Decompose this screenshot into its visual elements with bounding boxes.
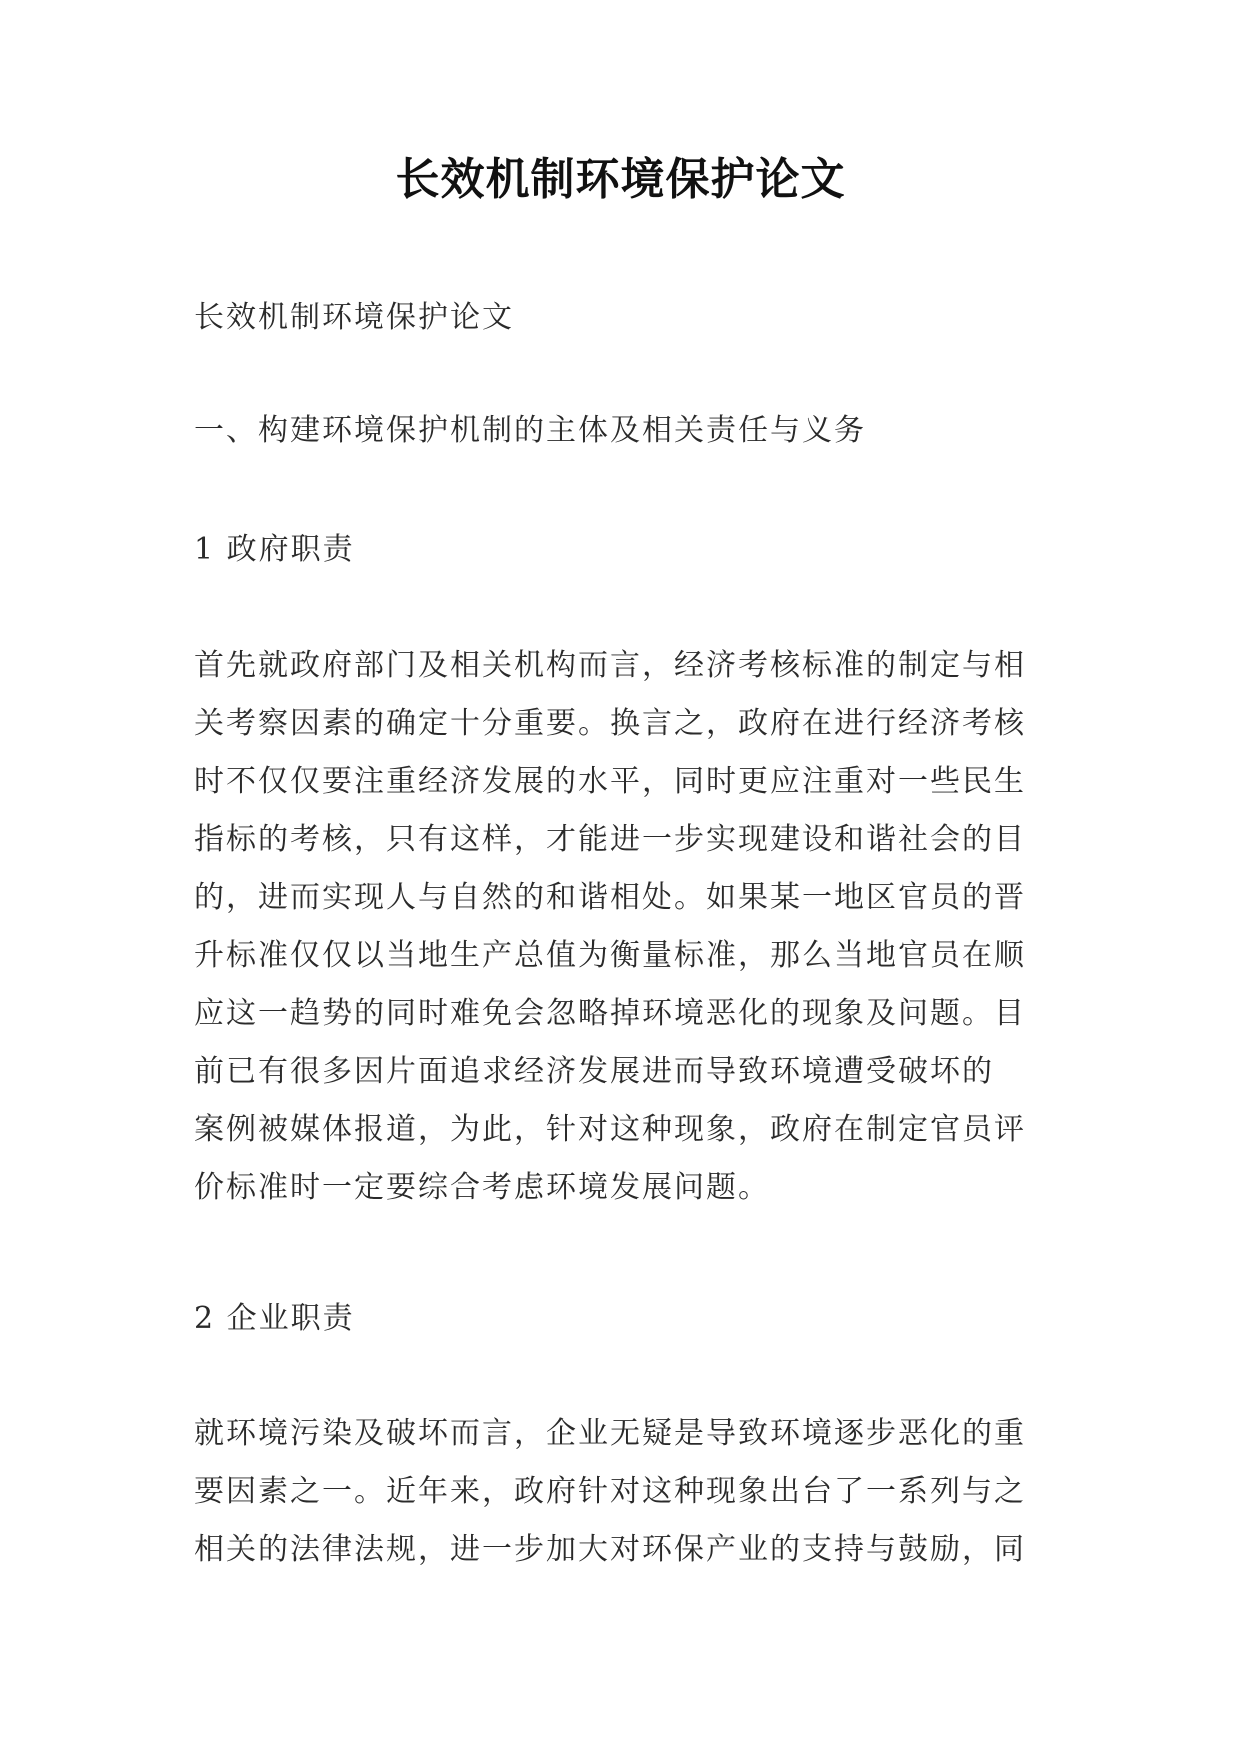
paragraph-line: 应这一趋势的同时难免会忽略掉环境恶化的现象及问题。目 (194, 996, 1026, 1031)
section-heading-main: 一、构建环境保护机制的主体及相关责任与义务 (194, 413, 866, 448)
paragraph-line: 前已有很多因片面追求经济发展进而导致环境遭受破坏的 (194, 1054, 994, 1089)
subsection-heading-enterprise: 2 企业职责 (194, 1301, 355, 1336)
subsection-heading-government: 1 政府职责 (194, 532, 355, 567)
paragraph-line: 相关的法律法规，进一步加大对环保产业的支持与鼓励，同 (194, 1532, 1026, 1567)
paragraph-line: 升标准仅仅以当地生产总值为衡量标准，那么当地官员在顺 (194, 938, 1026, 973)
paragraph-line: 时不仅仅要注重经济发展的水平，同时更应注重对一些民生 (194, 764, 1026, 799)
paragraph-line: 指标的考核，只有这样，才能进一步实现建设和谐社会的目 (194, 822, 1026, 857)
paragraph-government-duties (194, 637, 1054, 1217)
paragraph-line: 价标准时一定要综合考虑环境发展问题。 (194, 1170, 770, 1205)
document-subtitle: 长效机制环境保护论文 (194, 300, 514, 335)
paragraph-line: 的，进而实现人与自然的和谐相处。如果某一地区官员的晋 (194, 880, 1026, 915)
document-title: 长效机制环境保护论文 (395, 154, 846, 205)
paragraph-line: 关考察因素的确定十分重要。换言之，政府在进行经济考核 (194, 706, 1026, 741)
paragraph-line: 首先就政府部门及相关机构而言，经济考核标准的制定与相 (194, 648, 1026, 683)
paragraph-line: 就环境污染及破坏而言，企业无疑是导致环境逐步恶化的重 (194, 1416, 1026, 1451)
paragraph-line: 要因素之一。近年来，政府针对这种现象出台了一系列与之 (194, 1474, 1026, 1509)
paragraph-enterprise-duties (194, 1405, 1054, 1579)
paragraph-line: 案例被媒体报道，为此，针对这种现象，政府在制定官员评 (194, 1112, 1026, 1147)
